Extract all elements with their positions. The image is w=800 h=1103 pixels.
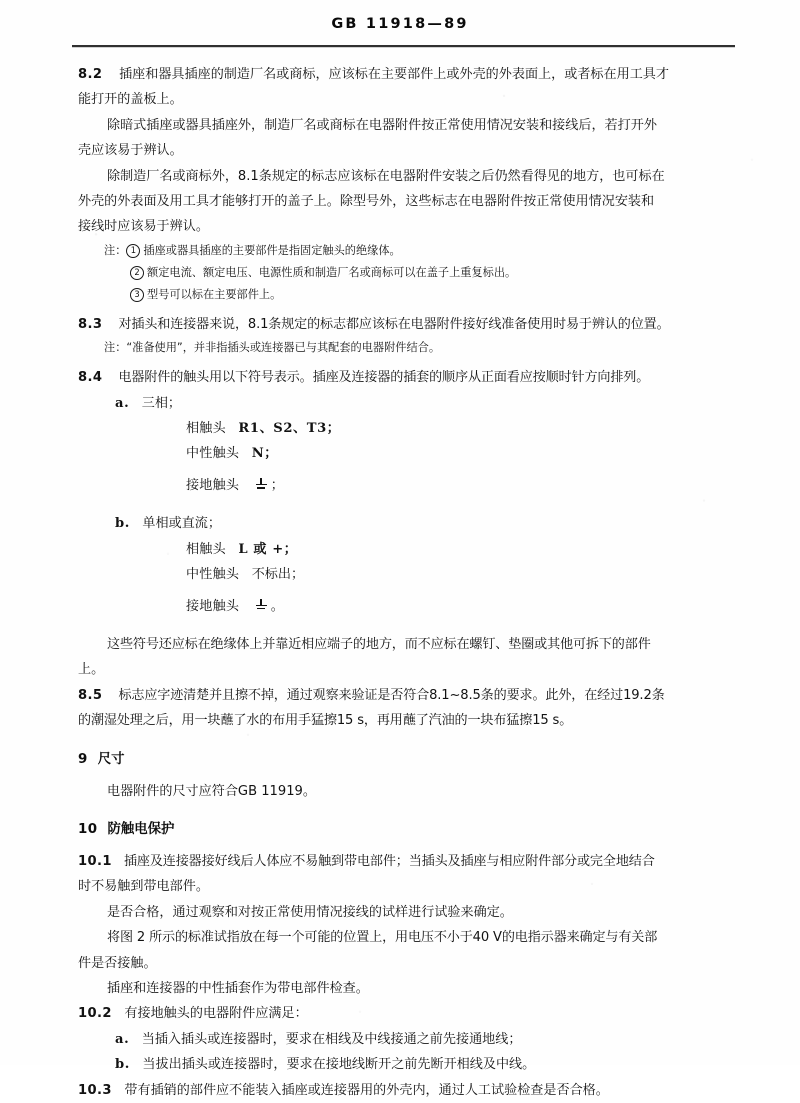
section-10-2-item-a (78, 1027, 735, 1052)
item-label-b: b. (115, 516, 130, 532)
three-phase-label-2: 中性触头 (186, 446, 240, 462)
section-10-1-line-5: 件是否接触。 (78, 955, 157, 971)
item-label-a: a. (115, 395, 130, 411)
section-8-2-line-5: 除制造厂名或商标外，8.1条规定的标志应该标在电器附件安装之后仍然看得见的地方，也可标在 (107, 168, 665, 184)
earth-ground-icon-2 (254, 599, 269, 612)
section-10-2-text-1: 有接地触头的电器附件应满足： (124, 1006, 308, 1022)
three-phase-value-1: R1、S2、T3； (238, 421, 341, 437)
section-number-8-2: 8.2 (78, 67, 103, 82)
section-8-2-note-2 (78, 262, 735, 284)
earth-ground-icon (254, 478, 269, 491)
section-8-4-item-a (78, 391, 735, 416)
section-8-3-note: 注：“准备使用”，并非指插头或连接器已与其配套的电器附件结合。 (104, 341, 441, 355)
header-divider-rule (72, 45, 735, 47)
section-9-title: 尺寸 (97, 751, 125, 767)
section-8-2-text-1: 插座和器具插座的制造厂名或商标，应该标在主要部件上或外壳的外表面上，或者标在用工具才 (119, 67, 669, 82)
section-10-1-text-1: 插座及连接器接好线后人体应不易触到带电部件；当插头及插座与相应附件部分或完全地结合 (123, 853, 655, 869)
section-8-5-line-1 (78, 683, 735, 708)
section-8-2-line-2: 能打开的盖板上。 (78, 92, 183, 108)
section-8-2-note-1 (78, 240, 735, 262)
single-phase-label-3: 接地触头 (186, 598, 240, 614)
single-phase-value-1: L 或 +； (238, 541, 298, 557)
section-8-4-text-1: 电器附件的触头用以下符号表示。插座及连接器的插套的顺序从正面看应按顺时针方向排列。 (118, 370, 650, 386)
section-8-4-item-b (78, 511, 735, 536)
single-phase-row-3 (78, 594, 735, 619)
section-9-heading (78, 747, 735, 773)
section-number-10-3: 10.3 (78, 1082, 112, 1098)
section-8-2-line-1 (78, 62, 735, 87)
section-9-body: 电器附件的尺寸应符合GB 11919。 (107, 783, 316, 799)
section-8-4-closing-1: 这些符号还应标在绝缘体上并靠近相应端子的地方，而不应标在螺钉、垫圈或其他可拆下的部件 (107, 636, 651, 652)
three-phase-label-3: 接地触头 (186, 477, 240, 493)
item-text-10-2-a: 当插入插头或连接器时，要求在相线及中线接通之前先接通地线； (141, 1031, 522, 1047)
three-phase-row-1 (78, 416, 735, 441)
section-number-8-5: 8.5 (78, 687, 103, 703)
three-phase-row-2 (78, 441, 735, 466)
section-8-3-line-1 (78, 312, 735, 337)
three-phase-value-2: N； (251, 446, 278, 462)
document-body (78, 62, 735, 1103)
section-8-4-closing-2: 上。 (78, 662, 105, 678)
section-10-3-line-1 (78, 1078, 735, 1103)
section-number-10-1: 10.1 (78, 853, 112, 869)
section-8-2-line-3: 除暗式插座或器具插座外，制造厂名或商标在电器附件按正常使用情况安装和接线后，若打开外 (107, 117, 657, 133)
section-number-8-3: 8.3 (78, 316, 103, 332)
single-phase-suffix-3: 。 (270, 598, 284, 614)
section-number-10-2: 10.2 (78, 1006, 112, 1022)
section-10-1-line-3: 是否合格，通过观察和对按正常使用情况接线的试样进行试验来确定。 (107, 904, 513, 920)
section-10-1-line-4: 将图 2 所示的标准试指放在每一个可能的位置上，用电压不小于40 V的电指示器来确定与有关部 (107, 930, 658, 946)
section-10-heading (78, 817, 735, 843)
note-marker-3: 3 (130, 288, 144, 302)
page-header-standard-number: GB 11918—89 (331, 16, 469, 32)
note-text-1: 插座或器具插座的主要部件是指固定触头的绝缘体。 (143, 243, 401, 257)
single-phase-row-1 (78, 537, 735, 562)
single-phase-value-2: 不标出； (251, 567, 305, 583)
note-text-2: 额定电流、额定电压、电源性质和制造厂名或商标可以在盖子上重复标出。 (147, 265, 517, 279)
item-text-b: 单相或直流； (142, 516, 221, 532)
section-number-9: 9 (78, 751, 88, 767)
section-10-1-line-2: 时不易触到带电部件。 (78, 879, 209, 895)
note-label: 注： (104, 243, 127, 257)
note-text-3: 型号可以标在主要部件上。 (147, 287, 282, 301)
three-phase-label-1: 相触头 (186, 421, 226, 437)
three-phase-row-3 (78, 473, 735, 498)
section-8-2-line-6: 外壳的外表面及用工具才能够打开的盖子上。除型号外，这些标志在电器附件按正常使用情况安装和 (78, 194, 655, 210)
item-label-10-2-a: a. (115, 1031, 130, 1047)
item-text-10-2-b: 当拔出插头或连接器时，要求在接地线断开之前先断开相线及中线。 (142, 1057, 536, 1073)
single-phase-label-2: 中性触头 (186, 567, 240, 583)
note-marker-2: 2 (130, 266, 144, 280)
section-10-title: 防触电保护 (107, 821, 175, 837)
single-phase-row-2 (78, 562, 735, 587)
section-8-2-line-4: 壳应该易于辨认。 (78, 143, 183, 159)
item-text-a: 三相； (141, 395, 182, 411)
section-number-10: 10 (78, 821, 98, 837)
section-8-2-note-3 (78, 284, 735, 306)
section-8-5-text-1: 标志应字迹清楚并且擦不掉，通过观察来验证是否符合8.1~8.5条的要求。此外，在经过19.2条 (118, 687, 665, 703)
section-8-5-line-2: 的潮湿处理之后，用一块蘸了水的布用手猛擦15 s，再用蘸了汽油的一块布猛擦15 s。 (78, 713, 573, 729)
section-8-4-line-1 (78, 365, 735, 390)
single-phase-label-1: 相触头 (186, 541, 226, 557)
note-marker-1: 1 (126, 244, 140, 258)
section-8-3-text-1: 对插头和连接器来说，8.1条规定的标志都应该标在电器附件接好线准备使用时易于辨认的位置。 (118, 316, 670, 332)
section-10-3-text-1: 带有插销的部件应不能装入插座或连接器用的外壳内，通过人工试验检查是否合格。 (124, 1082, 609, 1098)
section-number-8-4: 8.4 (78, 370, 103, 386)
section-10-2-line-1 (78, 1001, 735, 1026)
section-8-2-line-7: 接线时应该易于辨认。 (78, 219, 209, 235)
item-label-10-2-b: b. (115, 1057, 130, 1073)
section-10-1-line-1 (78, 849, 735, 874)
three-phase-suffix-3: ； (270, 477, 284, 493)
section-10-1-line-6: 插座和连接器的中性插套作为带电部件检查。 (107, 980, 369, 996)
